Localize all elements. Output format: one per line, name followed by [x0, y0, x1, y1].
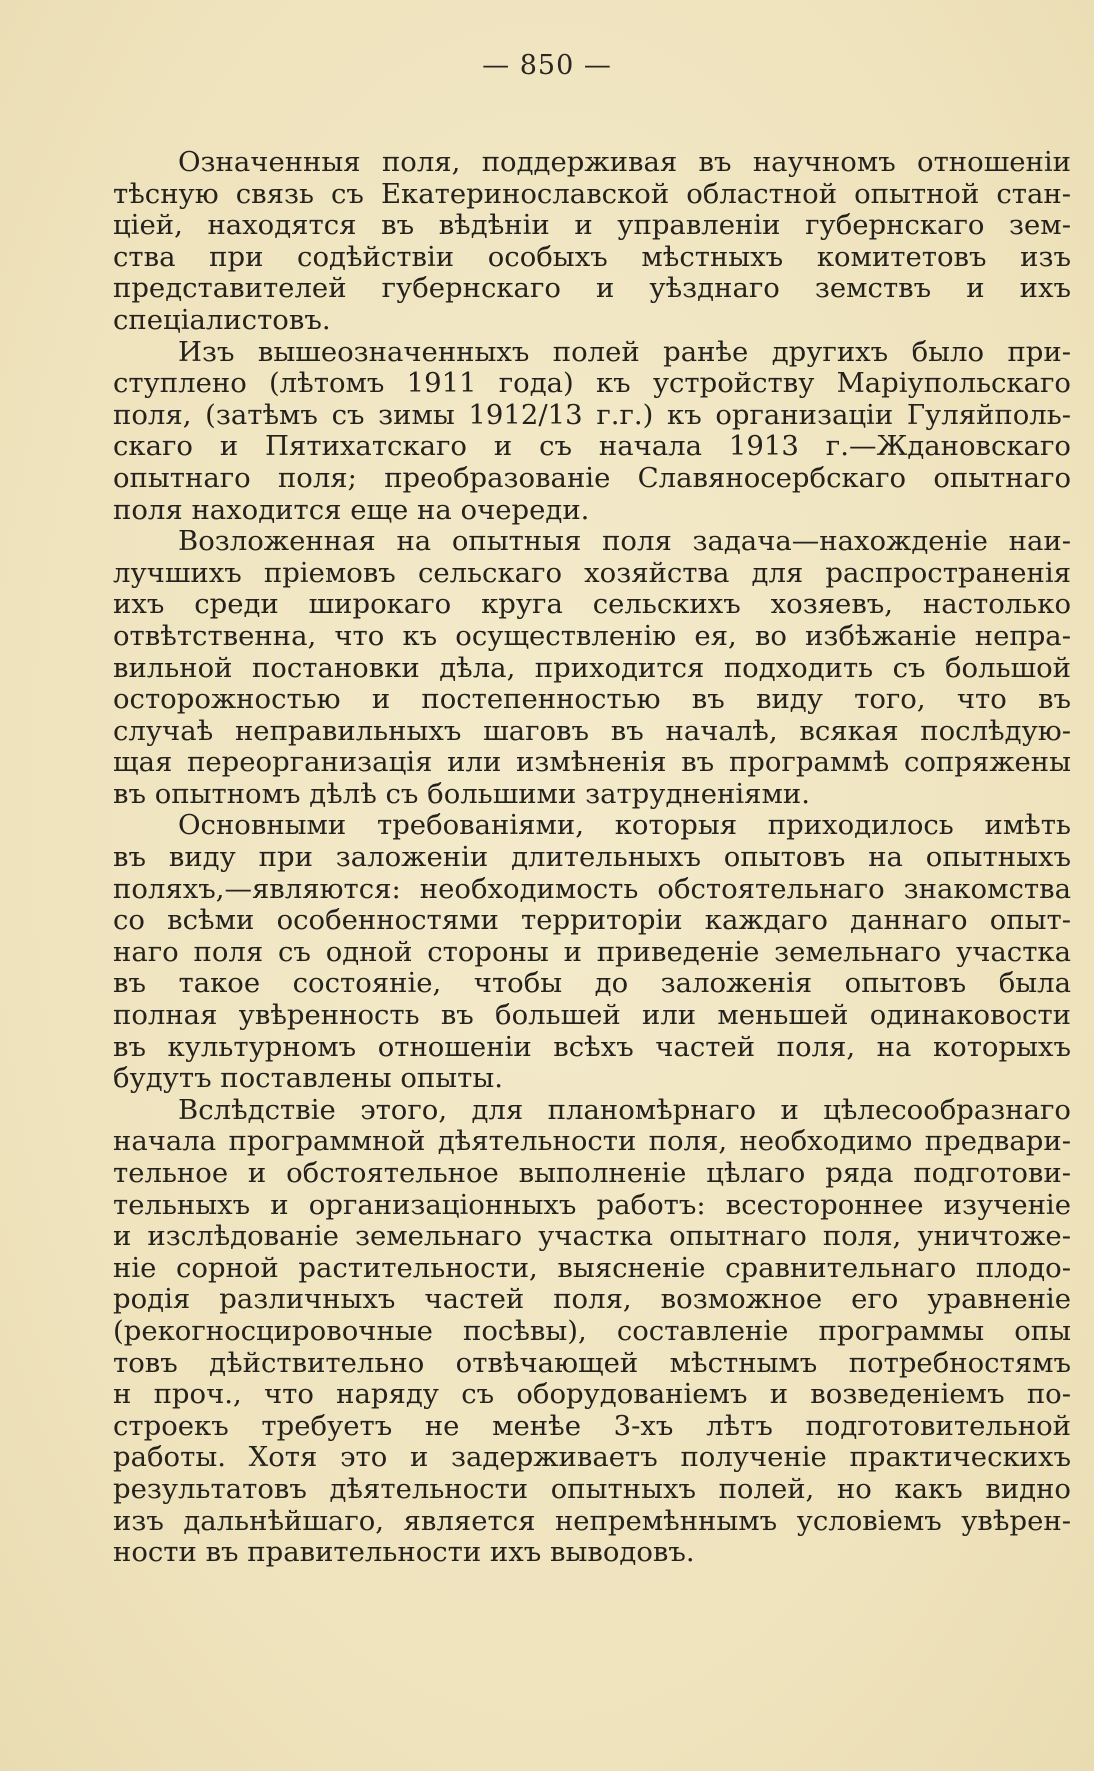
paragraph-5: [113, 1095, 1071, 1569]
text-line: ціей, находятся въ вѣдѣніи и управленіи губернскаго зем-: [113, 210, 1071, 242]
text-line: ихъ среди широкаго круга сельскихъ хозяевъ, настолько: [113, 589, 1071, 621]
text-line: ніе сорной растительности, выясненіе сравнительнаго плодо-: [113, 1252, 1071, 1284]
text-line: строекъ требуетъ не менѣе 3-хъ лѣтъ подготовительной: [113, 1410, 1071, 1442]
text-line: скаго и Пятихатскаго и съ начала 1913 г.—Ждановскаго: [113, 431, 1071, 463]
text-line: тѣсную связь съ Екатеринославской областной опытной стан-: [113, 178, 1071, 210]
text-line: (рекогносцировочные посѣвы), составленіе программы опы: [113, 1315, 1071, 1347]
text-line: товъ дѣйствительно отвѣчающей мѣстнымъ потребностямъ: [113, 1347, 1071, 1379]
text-line: въ опытномъ дѣлѣ съ большими затрудненіями.: [113, 778, 810, 810]
text-line: опытнаго поля; преобразованіе Славяносербскаго опытнаго: [113, 462, 1071, 494]
text-line: ства при содѣйствіи особыхъ мѣстныхъ комитетовъ изъ: [113, 241, 1071, 273]
body-text: [113, 147, 1071, 1569]
text-line: изъ дальнѣйшаго, является непремѣннымъ условіемъ увѣрен-: [113, 1505, 1071, 1537]
text-line: Вслѣдствіе этого, для планомѣрнаго и цѣлесообразнаго: [178, 1094, 1071, 1126]
text-line: въ виду при заложеніи длительныхъ опытовъ на опытныхъ: [113, 842, 1071, 874]
text-line: ступлено (лѣтомъ 1911 года) къ устройству Маріупольскаго: [113, 368, 1071, 400]
text-line: работы. Хотя это и задерживаетъ полученіе практическихъ: [113, 1442, 1071, 1474]
paragraph-4: [113, 810, 1071, 1094]
text-line: со всѣми особенностями территоріи каждаго даннаго опыт-: [113, 905, 1071, 937]
text-line: въ такое состояніе, чтобы до заложенія опытовъ была: [113, 968, 1071, 1000]
text-line: въ культурномъ отношеніи всѣхъ частей поля, на которыхъ: [113, 1031, 1071, 1063]
text-line: тельныхъ и организаціонныхъ работъ: всестороннее изученіе: [113, 1189, 1071, 1221]
text-line: щая переорганизація или измѣненія въ программѣ сопряжены: [113, 747, 1071, 779]
text-line: случаѣ неправильныхъ шаговъ въ началѣ, всякая послѣдую-: [113, 715, 1071, 747]
text-line: осторожностью и постепенностью въ виду того, что въ: [113, 684, 1071, 716]
text-line: поляхъ,—являются: необходимость обстоятельнаго знакомства: [113, 873, 1071, 905]
text-line: результатовъ дѣятельности опытныхъ полей, но какъ видно: [113, 1473, 1071, 1505]
paragraph-3: [113, 526, 1071, 810]
text-line: полная увѣренность въ большей или меньшей одинаковости: [113, 1000, 1071, 1032]
text-line: и изслѣдованіе земельнаго участка опытнаго поля, уничтоже-: [113, 1221, 1071, 1253]
text-line: Означенныя поля, поддерживая въ научномъ отношеніи: [178, 147, 1071, 178]
text-line: Возложенная на опытныя поля задача—нахожденіе наи-: [178, 526, 1071, 558]
text-line: спеціалистовъ.: [113, 304, 331, 336]
text-line: начала программной дѣятельности поля, необходимо предвари-: [113, 1126, 1071, 1158]
text-line: родія различныхъ частей поля, возможное его уравненіе: [113, 1284, 1071, 1316]
text-line: тельное и обстоятельное выполненіе цѣлаго ряда подготови-: [113, 1158, 1071, 1189]
text-line: Основными требованіями, которыя приходилось имѣть: [178, 810, 1071, 842]
text-line: поля находится еще на очереди.: [113, 494, 590, 526]
text-line: Изъ вышеозначенныхъ полей ранѣе другихъ было при-: [178, 336, 1071, 368]
text-line: н проч., что наряду съ оборудованіемъ и возведеніемъ по-: [113, 1379, 1071, 1411]
text-line: наго поля съ одной стороны и приведеніе земельнаго участка: [113, 936, 1071, 968]
text-line: лучшихъ пріемовъ сельскаго хозяйства для распространенія: [113, 557, 1071, 589]
paragraph-2: [113, 337, 1071, 527]
page-number: — 850 —: [482, 50, 612, 81]
text-line: вильной постановки дѣла, приходится подходить съ большой: [113, 652, 1071, 684]
text-line: представителей губернскаго и уѣзднаго земствъ и ихъ: [113, 273, 1071, 305]
paragraph-1: [113, 147, 1071, 337]
text-line: будутъ поставлены опыты.: [113, 1063, 503, 1095]
text-line: ности въ правительности ихъ выводовъ.: [113, 1537, 695, 1569]
text-line: поля, (затѣмъ съ зимы 1912/13 г.г.) къ организаціи Гуляйполь-: [113, 399, 1071, 431]
text-line: отвѣтственна, что къ осуществленію ея, во избѣжаніе непра-: [113, 620, 1071, 652]
